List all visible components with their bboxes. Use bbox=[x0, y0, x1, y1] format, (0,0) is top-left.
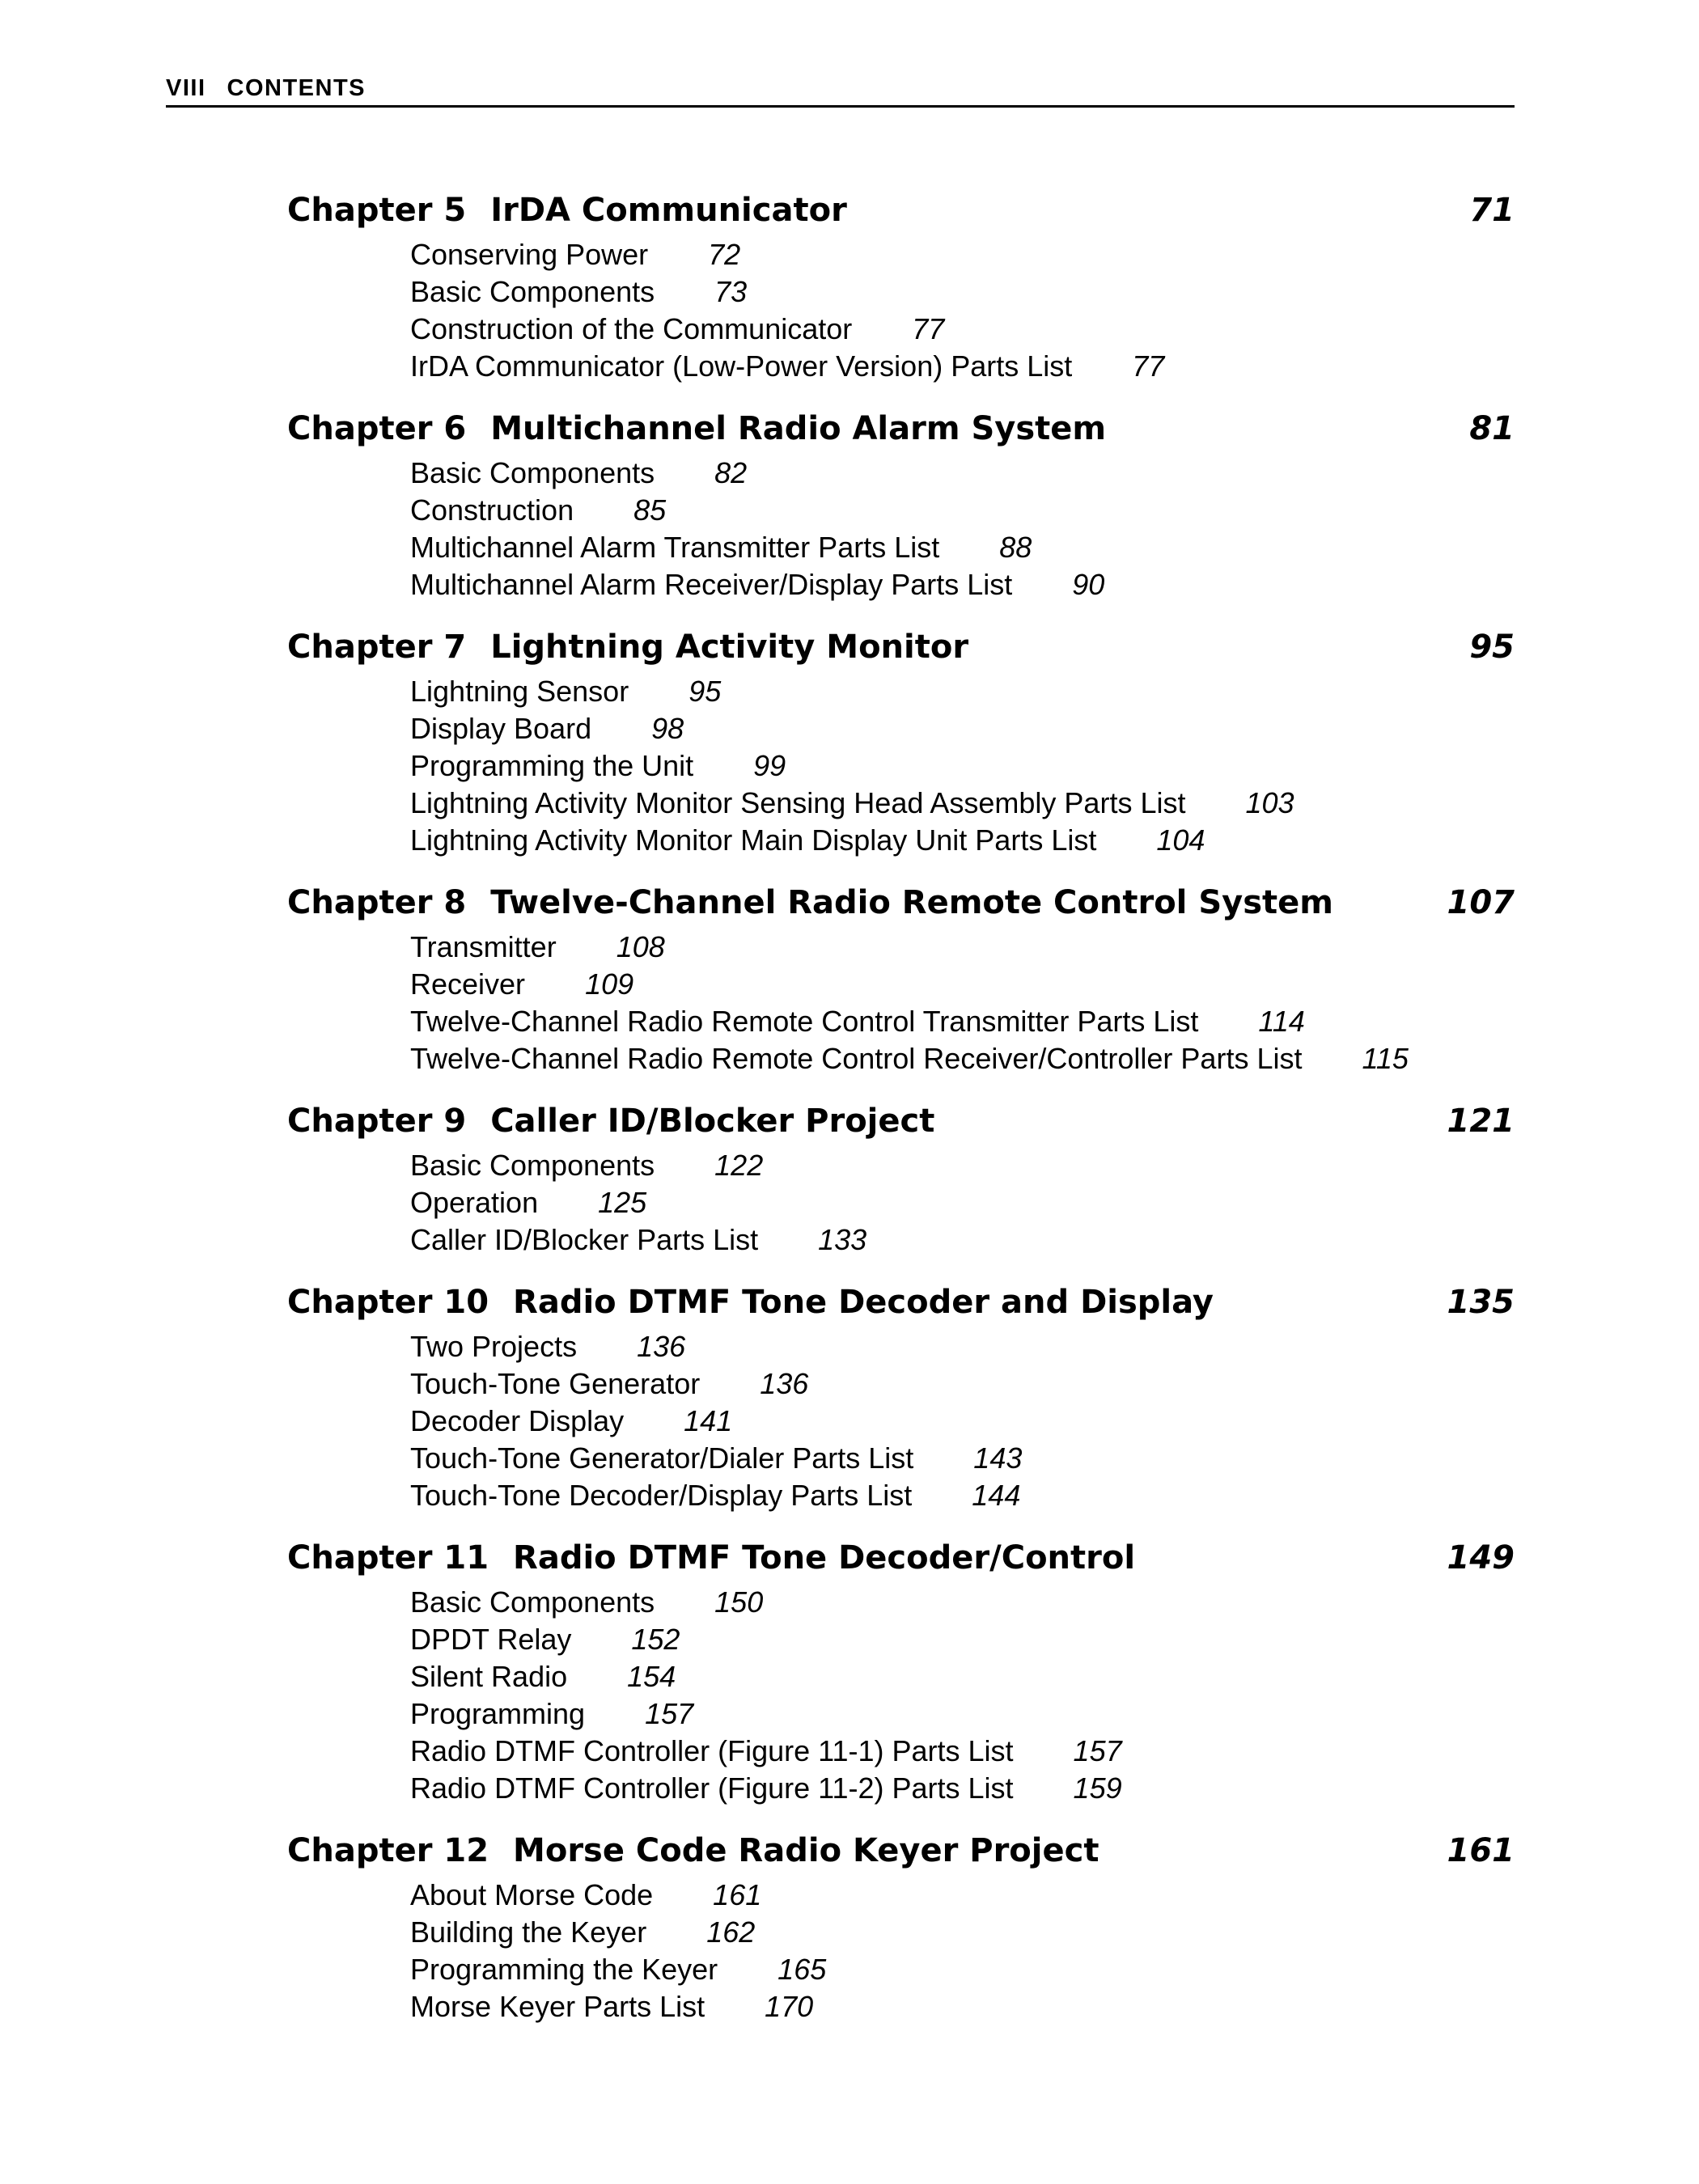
toc-entry-page-number: 144 bbox=[972, 1479, 1021, 1512]
toc-entry[interactable] bbox=[410, 1403, 1515, 1440]
chapter-number: Chapter 6 bbox=[287, 410, 467, 447]
toc-entry-title: IrDA Communicator (Low-Power Version) Parts List bbox=[410, 349, 1073, 383]
toc-entry[interactable] bbox=[410, 1040, 1515, 1077]
toc-entry[interactable] bbox=[410, 785, 1515, 822]
toc-entry-page-number: 88 bbox=[999, 531, 1032, 564]
toc-entry-page-number: 95 bbox=[688, 675, 722, 708]
chapter-title: Twelve-Channel Radio Remote Control System bbox=[490, 884, 1333, 921]
toc-entry[interactable] bbox=[410, 236, 1515, 273]
toc-entry-page-number: 72 bbox=[708, 238, 741, 271]
chapter-section bbox=[287, 621, 1515, 859]
toc-entry[interactable] bbox=[410, 1621, 1515, 1658]
chapter-page-number: 161 bbox=[1447, 1832, 1515, 1869]
chapter-entry-list bbox=[287, 673, 1515, 859]
chapter-entry-list bbox=[287, 1584, 1515, 1807]
toc-entry-page-number: 82 bbox=[714, 456, 748, 489]
chapter-page-number: 121 bbox=[1447, 1103, 1515, 1140]
toc-entry[interactable] bbox=[410, 1328, 1515, 1365]
toc-entry-title: Touch-Tone Decoder/Display Parts List bbox=[410, 1479, 913, 1512]
toc-entry-page-number: 125 bbox=[598, 1186, 647, 1219]
toc-entry-page-number: 161 bbox=[713, 1878, 762, 1911]
chapter-heading[interactable] bbox=[287, 1095, 1515, 1147]
toc-entry-page-number: 104 bbox=[1156, 823, 1205, 857]
chapter-entry-list bbox=[287, 455, 1515, 603]
toc-entry-page-number: 152 bbox=[631, 1623, 680, 1656]
toc-entry-page-number: 77 bbox=[1132, 349, 1165, 383]
toc-entry-page-number: 150 bbox=[714, 1585, 764, 1619]
toc-entry[interactable] bbox=[410, 566, 1515, 603]
toc-entry-page-number: 162 bbox=[706, 1915, 756, 1949]
chapter-page-number: 71 bbox=[1469, 192, 1515, 229]
page-folio: VIII bbox=[166, 75, 206, 101]
toc-entry-title: Lightning Activity Monitor Sensing Head Assembly Parts List bbox=[410, 786, 1186, 819]
chapter-title: Radio DTMF Tone Decoder/Control bbox=[513, 1539, 1136, 1577]
toc-entry[interactable] bbox=[410, 1988, 1515, 2025]
toc-entry-title: DPDT Relay bbox=[410, 1623, 572, 1656]
running-head-title: CONTENTS bbox=[227, 75, 366, 101]
chapter-entry-list bbox=[287, 929, 1515, 1077]
toc-entry-title: Two Projects bbox=[410, 1330, 578, 1363]
chapter-section bbox=[287, 1825, 1515, 2025]
toc-entry[interactable] bbox=[410, 1914, 1515, 1951]
chapter-entry-list bbox=[287, 1877, 1515, 2025]
toc-entry-title: Basic Components bbox=[410, 1585, 655, 1619]
toc-entry-page-number: 90 bbox=[1072, 568, 1105, 601]
chapter-title: Morse Code Radio Keyer Project bbox=[513, 1832, 1099, 1869]
toc-entry[interactable] bbox=[410, 1877, 1515, 1914]
toc-entry[interactable] bbox=[410, 1770, 1515, 1807]
toc-entry-page-number: 109 bbox=[585, 967, 634, 1001]
toc-entry-title: Basic Components bbox=[410, 456, 655, 489]
toc-entry-page-number: 108 bbox=[616, 930, 665, 963]
toc-entry-title: Basic Components bbox=[410, 1149, 655, 1182]
toc-entry[interactable] bbox=[410, 673, 1515, 710]
chapter-section bbox=[287, 877, 1515, 1077]
toc-entry[interactable] bbox=[410, 1584, 1515, 1621]
toc-entry-page-number: 77 bbox=[912, 312, 945, 345]
toc-entry-page-number: 136 bbox=[637, 1330, 686, 1363]
chapter-heading[interactable] bbox=[287, 184, 1515, 236]
toc-entry-page-number: 73 bbox=[714, 275, 748, 308]
toc-entry-page-number: 141 bbox=[684, 1404, 733, 1437]
toc-entry-page-number: 165 bbox=[777, 1953, 827, 1986]
chapter-number: Chapter 11 bbox=[287, 1539, 489, 1577]
toc-entry-title: Silent Radio bbox=[410, 1660, 568, 1693]
chapter-section bbox=[287, 1532, 1515, 1807]
chapter-page-number: 95 bbox=[1469, 629, 1515, 666]
toc-entry-page-number: 159 bbox=[1073, 1771, 1122, 1805]
toc-entry-title: Basic Components bbox=[410, 275, 655, 308]
toc-entry-title: Operation bbox=[410, 1186, 539, 1219]
toc-entry[interactable] bbox=[410, 1147, 1515, 1184]
chapter-heading[interactable] bbox=[287, 621, 1515, 673]
toc-entry-page-number: 136 bbox=[760, 1367, 809, 1400]
chapter-section bbox=[287, 403, 1515, 603]
chapter-section bbox=[287, 1095, 1515, 1259]
chapter-number: Chapter 9 bbox=[287, 1103, 467, 1140]
chapter-number: Chapter 7 bbox=[287, 629, 467, 666]
toc-entry-page-number: 103 bbox=[1245, 786, 1294, 819]
toc-entry[interactable] bbox=[410, 1365, 1515, 1403]
toc-entry-title: Programming the Keyer bbox=[410, 1953, 718, 1986]
toc-entry-title: Programming bbox=[410, 1697, 586, 1730]
chapter-entry-list bbox=[287, 1147, 1515, 1259]
toc-entry[interactable] bbox=[410, 1184, 1515, 1221]
toc-entry-title: Radio DTMF Controller (Figure 11-2) Parts List bbox=[410, 1771, 1014, 1805]
toc-entry-title: Lightning Activity Monitor Main Display Unit Parts List bbox=[410, 823, 1097, 857]
toc-entry[interactable] bbox=[410, 311, 1515, 348]
toc-entry-title: Decoder Display bbox=[410, 1404, 625, 1437]
toc-entry-title: About Morse Code bbox=[410, 1878, 654, 1911]
toc-entry-page-number: 133 bbox=[818, 1223, 867, 1256]
toc-entry[interactable] bbox=[410, 455, 1515, 492]
toc-entry[interactable] bbox=[410, 929, 1515, 966]
toc-entry[interactable] bbox=[410, 1695, 1515, 1733]
toc-entry-title: Conserving Power bbox=[410, 238, 649, 271]
toc-entry-page-number: 98 bbox=[651, 712, 684, 745]
toc-entry-page-number: 115 bbox=[1362, 1042, 1409, 1075]
chapter-number: Chapter 5 bbox=[287, 192, 467, 229]
toc-entry-title: Twelve-Channel Radio Remote Control Receiver/Controller Parts List bbox=[410, 1042, 1303, 1075]
toc-entry[interactable] bbox=[410, 492, 1515, 529]
toc-entry-title: Multichannel Alarm Receiver/Display Parts List bbox=[410, 568, 1013, 601]
chapter-entry-list bbox=[287, 236, 1515, 385]
toc-entry[interactable] bbox=[410, 710, 1515, 747]
chapter-section bbox=[287, 1276, 1515, 1514]
toc-entry[interactable] bbox=[410, 1658, 1515, 1695]
toc-entry[interactable] bbox=[410, 822, 1515, 859]
chapter-page-number: 107 bbox=[1447, 884, 1515, 921]
chapter-page-number: 81 bbox=[1469, 410, 1515, 447]
chapter-entry-list bbox=[287, 1328, 1515, 1514]
toc-entry-page-number: 157 bbox=[645, 1697, 694, 1730]
toc-entry[interactable] bbox=[410, 1440, 1515, 1477]
toc-entry-page-number: 114 bbox=[1258, 1005, 1305, 1038]
toc-entry[interactable] bbox=[410, 348, 1515, 385]
toc-entry[interactable] bbox=[410, 1003, 1515, 1040]
toc-entry-title: Programming the Unit bbox=[410, 749, 694, 782]
toc-entry-title: Touch-Tone Generator bbox=[410, 1367, 701, 1400]
toc-entry-page-number: 154 bbox=[627, 1660, 676, 1693]
toc-entry-page-number: 157 bbox=[1073, 1734, 1122, 1767]
toc-entry-title: Caller ID/Blocker Parts List bbox=[410, 1223, 759, 1256]
toc-entry-title: Transmitter bbox=[410, 930, 557, 963]
toc-entry-page-number: 122 bbox=[714, 1149, 764, 1182]
toc-entry-page-number: 170 bbox=[765, 1990, 814, 2023]
chapter-page-number: 135 bbox=[1447, 1284, 1515, 1321]
toc-entry-title: Display Board bbox=[410, 712, 592, 745]
table-of-contents bbox=[287, 184, 1515, 2043]
toc-entry-title: Touch-Tone Generator/Dialer Parts List bbox=[410, 1441, 914, 1475]
toc-entry[interactable] bbox=[410, 273, 1515, 311]
chapter-number: Chapter 12 bbox=[287, 1832, 489, 1869]
chapter-title: IrDA Communicator bbox=[490, 192, 847, 229]
toc-entry-title: Multichannel Alarm Transmitter Parts List bbox=[410, 531, 940, 564]
chapter-heading[interactable] bbox=[287, 1276, 1515, 1328]
chapter-heading[interactable] bbox=[287, 1825, 1515, 1877]
toc-entry-title: Morse Keyer Parts List bbox=[410, 1990, 705, 2023]
toc-entry[interactable] bbox=[410, 1221, 1515, 1259]
page-header bbox=[166, 76, 1515, 108]
toc-entry[interactable] bbox=[410, 529, 1515, 566]
toc-entry[interactable] bbox=[410, 1733, 1515, 1770]
chapter-title: Radio DTMF Tone Decoder and Display bbox=[513, 1284, 1214, 1321]
toc-entry-title: Receiver bbox=[410, 967, 526, 1001]
chapter-section bbox=[287, 184, 1515, 385]
toc-entry-title: Construction of the Communicator bbox=[410, 312, 853, 345]
chapter-heading[interactable] bbox=[287, 403, 1515, 455]
chapter-heading[interactable] bbox=[287, 1532, 1515, 1584]
chapter-page-number: 149 bbox=[1447, 1539, 1515, 1577]
toc-entry-title: Construction bbox=[410, 493, 574, 527]
chapter-number: Chapter 8 bbox=[287, 884, 467, 921]
toc-entry[interactable] bbox=[410, 747, 1515, 785]
chapter-title: Caller ID/Blocker Project bbox=[490, 1103, 935, 1140]
toc-entry-title: Lightning Sensor bbox=[410, 675, 629, 708]
chapter-title: Lightning Activity Monitor bbox=[490, 629, 969, 666]
toc-entry-title: Twelve-Channel Radio Remote Control Transmitter Parts List bbox=[410, 1005, 1199, 1038]
toc-entry-title: Radio DTMF Controller (Figure 11-1) Parts List bbox=[410, 1734, 1014, 1767]
toc-entry[interactable] bbox=[410, 966, 1515, 1003]
toc-entry-page-number: 99 bbox=[753, 749, 786, 782]
toc-entry-page-number: 143 bbox=[973, 1441, 1023, 1475]
toc-entry[interactable] bbox=[410, 1477, 1515, 1514]
chapter-title: Multichannel Radio Alarm System bbox=[490, 410, 1107, 447]
toc-entry[interactable] bbox=[410, 1951, 1515, 1988]
toc-entry-title: Building the Keyer bbox=[410, 1915, 647, 1949]
toc-entry-page-number: 85 bbox=[633, 493, 667, 527]
chapter-number: Chapter 10 bbox=[287, 1284, 489, 1321]
chapter-heading[interactable] bbox=[287, 877, 1515, 929]
